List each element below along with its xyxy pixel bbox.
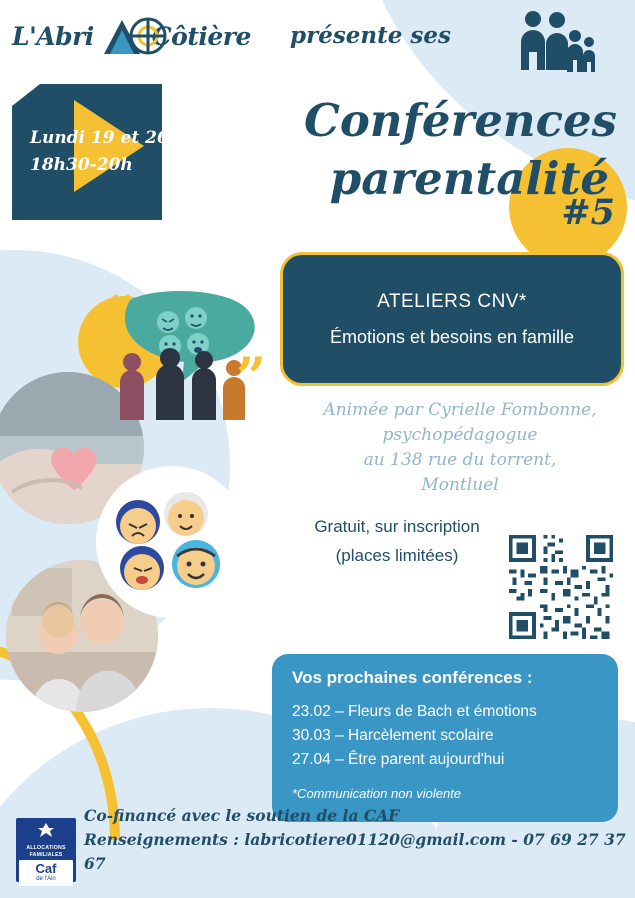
curved-arrow-icon	[430, 570, 500, 620]
quote-close-icon: ”	[236, 347, 266, 408]
cartoon-emotion-faces-illustration	[96, 466, 248, 618]
family-silhouette-icon	[513, 8, 597, 76]
title-line-2: parentalité	[329, 152, 609, 205]
footer-line-1: Co-financé avec le soutien de la CAF	[84, 806, 400, 825]
registration-info	[292, 512, 502, 570]
shelter-coast-logo-icon	[100, 10, 170, 62]
speaker-line-2: psychopédagogue	[382, 425, 538, 445]
main-topic-line-2: Émotions et besoins en famille	[329, 326, 575, 347]
main-topic-line-1: ATELIERS CNV*	[377, 290, 527, 312]
main-topic-box	[280, 252, 624, 386]
footer-line-2: Renseignements : labricotiere01120@gmail.com - 07 69 27 37 67	[84, 830, 626, 873]
logo-text-part2: Côtière	[151, 22, 251, 51]
qr-code[interactable]	[502, 528, 620, 646]
list-item: 27.04 – Être parent aujourd'hui	[292, 751, 505, 768]
caf-logo-name: Caf	[35, 861, 57, 876]
speaker-line-1: Animée par Cyrielle Fombonne,	[323, 400, 597, 420]
caf-emblem-icon	[16, 818, 76, 843]
speaker-line-4: Montluel	[421, 475, 499, 495]
list-item: 23.02 – Fleurs de Bach et émotions	[292, 703, 537, 720]
caf-logo-name-block	[19, 860, 73, 886]
registration-line-2: (places limitées)	[335, 546, 459, 565]
schedule-line-1: Lundi 19 et 26/01	[30, 128, 199, 148]
schedule-text	[30, 125, 199, 179]
list-item: 30.03 – Harcèlement scolaire	[292, 727, 494, 744]
logo-text-part1: L'Abri	[12, 22, 94, 51]
title-line-1: Conférences	[304, 94, 617, 147]
caf-logo	[16, 818, 76, 882]
schedule-line-2: 18h30-20h	[30, 155, 133, 175]
speaker-line-3: au 138 rue du torrent,	[363, 450, 557, 470]
footnote-cnv: *Communication non violente	[292, 786, 462, 801]
footer-text	[84, 804, 635, 876]
next-conferences-header: Vos prochaines conférences :	[292, 668, 533, 687]
caf-logo-title: ALLOCATIONS FAMILIALES	[26, 845, 66, 858]
registration-line-1: Gratuit, sur inscription	[314, 517, 480, 536]
edition-number: #5	[561, 192, 615, 233]
next-conferences-box	[272, 654, 618, 822]
organization-logo	[10, 8, 250, 64]
page-title	[197, 92, 617, 208]
quote-open-icon: “	[104, 285, 134, 346]
speaker-info	[300, 398, 620, 498]
presente-text: présente ses	[290, 22, 451, 49]
caf-logo-region: de l'Ain	[36, 876, 56, 882]
